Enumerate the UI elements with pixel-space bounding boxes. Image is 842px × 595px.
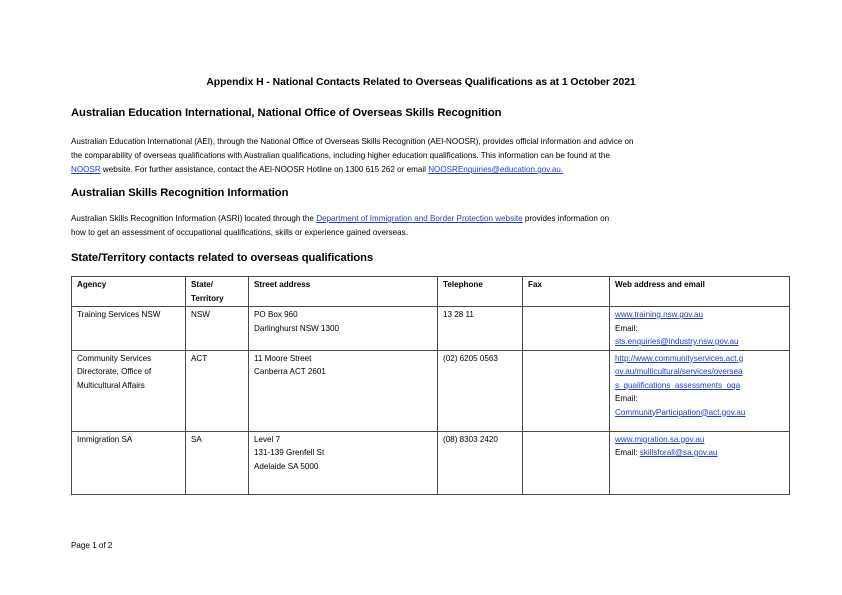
column-header-agency: Agency xyxy=(72,277,186,307)
web-cell xyxy=(610,350,790,431)
street-cell: PO Box 960 Darlinghurst NSW 1300 xyxy=(249,307,438,351)
fax-cell xyxy=(523,431,610,494)
agency-cell: Training Services NSW xyxy=(72,307,186,351)
paragraph-line: Australian Education International (AEI), through the National Office of Overseas Skills Recognition (AEI-NOOSR), provides official information and advice on xyxy=(71,137,634,146)
email-link[interactable]: skillsforall@sa.gov.au xyxy=(639,448,718,457)
noosr-email-link[interactable]: NOOSREnquiries@education.gov.au. xyxy=(428,165,564,174)
telephone-cell: 13 28 11 xyxy=(438,307,523,351)
paragraph-line: how to get an assessment of occupational qualifications, skills or experience gained overseas. xyxy=(71,228,408,237)
web-link[interactable]: ov.au/multicultural/services/oversea xyxy=(615,367,743,376)
street-cell: 11 Moore Street Canberra ACT 2601 xyxy=(249,350,438,431)
column-header-fax: Fax xyxy=(523,277,610,307)
section-heading-aei-noosr: Australian Education International, National Office of Overseas Skills Recognition xyxy=(71,107,502,119)
state-cell: SA xyxy=(186,431,249,494)
table-row xyxy=(72,350,790,431)
state-cell: NSW xyxy=(186,307,249,351)
state-cell: ACT xyxy=(186,350,249,431)
agency-cell: Immigration SA xyxy=(72,431,186,494)
paragraph-text: Australian Skills Recognition Information (ASRI) located through the xyxy=(71,214,317,223)
email-link[interactable]: CommunityParticipation@act.gov.au xyxy=(615,407,746,417)
web-link[interactable]: s_qualifications_assessments_oqa xyxy=(615,380,741,390)
paragraph-text: provides information on xyxy=(522,214,610,223)
paragraph-line: the comparability of overseas qualifications with Australian qualifications, including higher education qualifications. This information can be found at the xyxy=(71,151,610,160)
immigration-department-link[interactable]: Department of Immigration and Border Protection website xyxy=(316,214,523,223)
email-label: Email: xyxy=(615,323,638,333)
column-header-telephone: Telephone xyxy=(438,277,523,307)
paragraph-text: website. For further assistance, contact the AEI-NOOSR Hotline on 1300 615 262 or email xyxy=(100,165,429,174)
table-header-row xyxy=(72,277,790,307)
paragraph-line xyxy=(71,212,771,226)
email-label: Email: xyxy=(615,394,638,403)
telephone-cell: (02) 6205 0563 xyxy=(438,350,523,431)
email-line xyxy=(615,446,784,460)
web-cell xyxy=(610,307,790,351)
column-header-street: Street address xyxy=(249,277,438,307)
web-link[interactable]: www.migration.sa.gov.au xyxy=(615,434,705,444)
street-cell: Level 7 131-139 Grenfell St Adelaide SA 5000 xyxy=(249,431,438,494)
contacts-table xyxy=(71,276,790,495)
telephone-cell: (08) 8303 2420 xyxy=(438,431,523,494)
column-header-state: State/ Territory xyxy=(186,277,249,307)
email-label: Email: xyxy=(615,448,640,457)
asri-paragraph xyxy=(71,212,771,240)
table-row xyxy=(72,431,790,494)
paragraph-line xyxy=(71,163,771,177)
section-heading-asri: Australian Skills Recognition Information xyxy=(71,187,289,199)
column-header-web: Web address and email xyxy=(610,277,790,307)
email-link[interactable]: sts.enquiries@industry.nsw.gov.au xyxy=(615,337,739,346)
web-link[interactable]: www.training.nsw.gov.au xyxy=(615,310,704,319)
web-link[interactable]: http://www.communityservices.act.g xyxy=(615,353,744,363)
page-title: Appendix H - National Contacts Related to Overseas Qualifications as at 1 October 2021 xyxy=(206,77,636,88)
table-row xyxy=(72,307,790,351)
section-heading-state-contacts: State/Territory contacts related to overseas qualifications xyxy=(71,252,374,264)
noosr-link[interactable]: NOOSR xyxy=(71,165,101,174)
agency-cell: Community Services Directorate, Office of Multicultural Affairs xyxy=(72,350,186,431)
aei-noosr-paragraph xyxy=(71,135,771,177)
web-cell xyxy=(610,431,790,494)
fax-cell xyxy=(523,350,610,431)
page-number: Page 1 of 2 xyxy=(71,541,113,550)
fax-cell xyxy=(523,307,610,351)
